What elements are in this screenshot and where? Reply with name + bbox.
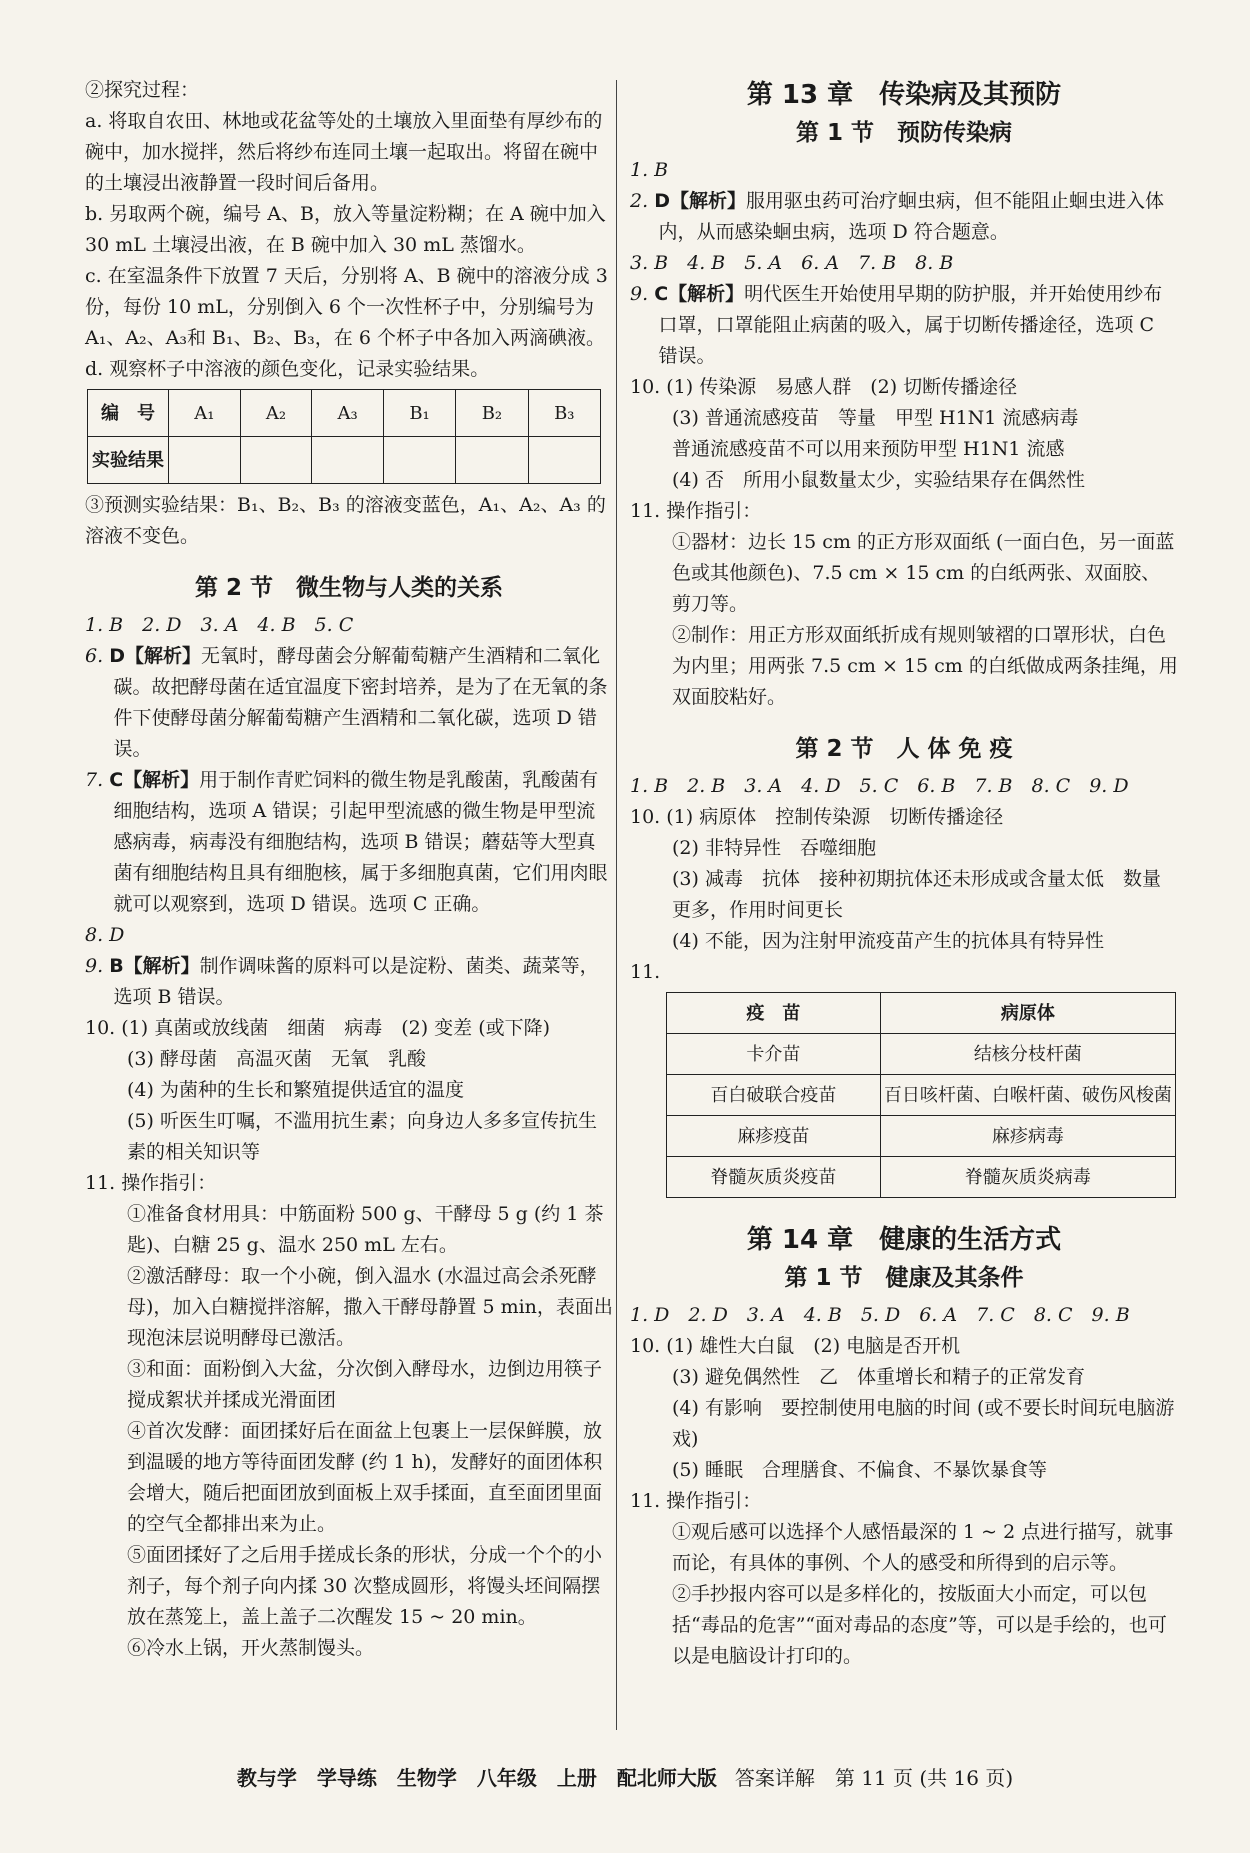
- answer-line: 11.: [630, 961, 661, 983]
- step-d: d. 观察杯子中溶液的颜色变化，记录实验结果。: [85, 358, 490, 380]
- step-c: c. 在室温条件下放置 7 天后，分别将 A、B 碗中的溶液分成 3 份，每份 10 mL，分别倒入 6 个一次性杯子中，分别编号为 A₁、A₂、A₃和 B₁、B₂、B₃，在 6 个杯子中各加入两滴碘液。: [85, 265, 608, 349]
- answer-line: 10. (1) 病原体 控制传染源 切断传播途径: [630, 806, 1004, 828]
- answer-label: D【解析】: [654, 190, 746, 212]
- table-cell: B₁: [383, 390, 455, 437]
- answer-label: D【解析】: [109, 645, 201, 667]
- procedure-step: ①器材：边长 15 cm 的正方形双面纸 (一面白色，另一面蓝色或其他颜色)、7.5 cm × 15 cm 的白纸两张、双面胶、剪刀等。: [672, 531, 1175, 615]
- section-title: 第 2 节 微生物与人类的关系: [194, 575, 504, 601]
- table-cell: 脊髓灰质炎病毒: [880, 1157, 1175, 1198]
- question-number: 6.: [85, 645, 104, 667]
- left-column: [85, 75, 613, 1664]
- explanation-text: 明代医生开始使用早期的防护服，并开始使用纱布口罩，口罩能阻止病菌的吸入，属于切断传播途径，选项 C 错误。: [658, 283, 1163, 367]
- chapter-title: 第 14 章 健康的生活方式: [746, 1225, 1062, 1255]
- answer-line: 1. B 2. B 3. A 4. D 5. C 6. B 7. B 8. C 9. D: [630, 775, 1129, 797]
- answer-line: 3. B 4. B 5. A 6. A 7. B 8. B: [630, 252, 954, 274]
- answer-line: 10. (1) 雄性大白鼠 (2) 电脑是否开机: [630, 1335, 961, 1357]
- table-cell: 百日咳杆菌、白喉杆菌、破伤风梭菌: [880, 1075, 1175, 1116]
- table-cell: [312, 437, 384, 484]
- step-b: b. 另取两个碗，编号 A、B，放入等量淀粉糊；在 A 碗中加入 30 mL 土壤浸出液，在 B 碗中加入 30 mL 蒸馏水。: [85, 203, 606, 256]
- table-row: [667, 993, 1176, 1034]
- footer-page-number: 答案详解 第 11 页 (共 16 页): [734, 1766, 1014, 1790]
- section-title: 第 1 节 健康及其条件: [784, 1265, 1024, 1291]
- table-header-vaccine: 疫 苗: [667, 993, 881, 1034]
- answer-label: B【解析】: [109, 955, 200, 977]
- answer-sub: (5) 睡眠 合理膳食、不偏食、不暴饮暴食等: [672, 1459, 1047, 1481]
- procedure-step: ②激活酵母：取一个小碗，倒入温水 (水温过高会杀死酵母)，加入白糖搅拌溶解，撒入干酵母静置 5 min，表面出现泡沫层说明酵母已激活。: [127, 1265, 613, 1349]
- explanation-text: 用于制作青贮饲料的微生物是乳酸菌，乳酸菌有细胞结构，选项 A 错误；引起甲型流感的微生物是甲型流感病毒，病毒没有细胞结构，选项 B 错误；蘑菇等大型真菌有细胞结构且具有细胞核，属于多细胞真菌，它们用肉眼就可以观察到，选项 D 错误。选项 C 正确。: [113, 769, 608, 915]
- answer-line: 10. (1) 真菌或放线菌 细菌 病毒 (2) 变差 (或下降): [85, 1017, 551, 1039]
- answer-line: 11. 操作指引：: [85, 1172, 217, 1194]
- answer-line: 1. B: [630, 159, 669, 181]
- table-header-pathogen: 病原体: [880, 993, 1175, 1034]
- right-column: [630, 75, 1178, 1672]
- answer-sub: (3) 酵母菌 高温灭菌 无氧 乳酸: [127, 1048, 426, 1070]
- answer-line: 11. 操作指引：: [630, 500, 762, 522]
- answer-sub: (4) 有影响 要控制使用电脑的时间 (或不要长时间玩电脑游戏): [672, 1397, 1175, 1450]
- table-cell: A₁: [169, 390, 241, 437]
- procedure-step: ⑥冷水上锅，开火蒸制馒头。: [127, 1637, 375, 1659]
- table-cell: 结核分枝杆菌: [880, 1034, 1175, 1075]
- vaccine-table: [666, 992, 1176, 1198]
- footer-brand: 教与学 学导练 生物学 八年级 上册 配北师大版: [236, 1766, 717, 1790]
- explanation-text: 无氧时，酵母菌会分解葡萄糖产生酒精和二氧化碳。故把酵母菌在适宜温度下密封培养，是为了在无氧的条件下使酵母菌分解葡萄糖产生酒精和二氧化碳，选项 D 错误。: [113, 645, 608, 760]
- answer-sub: (5) 听医生叮嘱，不滥用抗生素；向身边人多多宣传抗生素的相关知识等: [127, 1110, 597, 1163]
- answer-sub: (3) 减毒 抗体 接种初期抗体还未形成或含量太低 数量更多，作用时间更长: [672, 868, 1161, 921]
- procedure-step: ①观后感可以选择个人感悟最深的 1 ~ 2 点进行描写，就事而论，有具体的事例、个人的感受和所得到的启示等。: [672, 1521, 1174, 1574]
- table-cell: A₂: [240, 390, 312, 437]
- answer-line: 1. D 2. D 3. A 4. B 5. D 6. A 7. C 8. C 9. B: [630, 1304, 1130, 1326]
- table-cell: 麻疹病毒: [880, 1116, 1175, 1157]
- answer-label: C【解析】: [109, 769, 200, 791]
- table-cell: [456, 437, 528, 484]
- column-divider: [616, 80, 617, 1730]
- question-number: 9.: [630, 283, 649, 305]
- table-cell: [383, 437, 455, 484]
- table-cell: B₃: [528, 390, 600, 437]
- predict-result: ③预测实验结果：B₁、B₂、B₃ 的溶液变蓝色，A₁、A₂、A₃ 的溶液不变色。: [85, 494, 606, 547]
- table-cell: 卡介苗: [667, 1034, 881, 1075]
- table-cell: 脊髓灰质炎疫苗: [667, 1157, 881, 1198]
- answer-line: 1. B 2. D 3. A 4. B 5. C: [85, 614, 354, 636]
- result-table: [87, 389, 601, 484]
- table-row: [667, 1116, 1176, 1157]
- page-footer: [0, 1762, 1250, 1791]
- table-cell: 百白破联合疫苗: [667, 1075, 881, 1116]
- question-number: 2.: [630, 190, 649, 212]
- procedure-step: ②制作：用正方形双面纸折成有规则皱褶的口罩形状，白色为内里；用两张 7.5 cm × 15 cm 的白纸做成两条挂绳，用双面胶粘好。: [672, 624, 1178, 708]
- answer-sub: 普通流感疫苗不可以用来预防甲型 H1N1 流感: [672, 438, 1065, 460]
- table-header-result: 实验结果: [88, 437, 169, 484]
- answer-line: 10. (1) 传染源 易感人群 (2) 切断传播途径: [630, 376, 1018, 398]
- procedure-step: ③和面：面粉倒入大盆，分次倒入酵母水，边倒边用筷子搅成絮状并揉成光滑面团: [127, 1358, 603, 1411]
- procedure-step: ②手抄报内容可以是多样化的，按版面大小而定，可以包括“毒品的危害”“面对毒品的态度”等，可以是手绘的，也可以是电脑设计打印的。: [672, 1583, 1167, 1667]
- table-row: [88, 437, 601, 484]
- table-header-id: 编 号: [88, 390, 169, 437]
- table-row: [667, 1034, 1176, 1075]
- answer-item: [85, 765, 613, 920]
- chapter-title: 第 13 章 传染病及其预防: [746, 80, 1062, 110]
- procedure-step: ④首次发酵：面团揉好后在面盆上包裹上一层保鲜膜，放到温暖的地方等待面团发酵 (约 1 h)，发酵好的面团体积会增大，随后把面团放到面板上双手揉面，直至面团里面的空气全都排出来为止。: [127, 1420, 603, 1535]
- table-row: [667, 1157, 1176, 1198]
- answer-item: [85, 641, 613, 765]
- answer-item: [630, 186, 1178, 248]
- answer-line: 11. 操作指引：: [630, 1490, 762, 1512]
- table-cell: [169, 437, 241, 484]
- step-a: a. 将取自农田、林地或花盆等处的土壤放入里面垫有厚纱布的碗中，加水搅拌，然后将纱布连同土壤一起取出。将留在碗中的土壤浸出液静置一段时间后备用。: [85, 110, 603, 194]
- answer-item: [85, 951, 613, 1013]
- table-cell: A₃: [312, 390, 384, 437]
- table-cell: 麻疹疫苗: [667, 1116, 881, 1157]
- answer-sub: (2) 非特异性 吞噬细胞: [672, 837, 876, 859]
- answer-sub: (4) 否 所用小鼠数量太少，实验结果存在偶然性: [672, 469, 1085, 491]
- question-number: 9.: [85, 955, 104, 977]
- table-row: [667, 1075, 1176, 1116]
- answer-item: [630, 279, 1178, 372]
- explanation-text: 制作调味酱的原料可以是淀粉、菌类、蔬菜等，选项 B 错误。: [113, 955, 599, 1008]
- answer-sub: (3) 普通流感疫苗 等量 甲型 H1N1 流感病毒: [672, 407, 1079, 429]
- table-cell: [240, 437, 312, 484]
- table-row: [88, 390, 601, 437]
- procedure-step: ⑤面团揉好了之后用手搓成长条的形状，分成一个个的小剂子，每个剂子向内揉 30 次整成圆形，将馒头坯间隔摆放在蒸笼上，盖上盖子二次醒发 15 ~ 20 min。: [127, 1544, 603, 1628]
- answer-label: C【解析】: [654, 283, 745, 305]
- answer-line: 8. D: [85, 924, 125, 946]
- answer-sub: (4) 不能，因为注射甲流疫苗产生的抗体具有特异性: [672, 930, 1104, 952]
- explanation-text: 服用驱虫药可治疗蛔虫病，但不能阻止蛔虫进入体内，从而感染蛔虫病，选项 D 符合题意。: [658, 190, 1164, 243]
- procedure-step: ①准备食材用具：中筋面粉 500 g、干酵母 5 g (约 1 茶匙)、白糖 25 g、温水 250 mL 左右。: [127, 1203, 604, 1256]
- section-title: 第 2 节 人 体 免 疫: [795, 736, 1013, 762]
- table-cell: [528, 437, 600, 484]
- section-title: 第 1 节 预防传染病: [795, 120, 1013, 146]
- answer-sub: (3) 避免偶然性 乙 体重增长和精子的正常发育: [672, 1366, 1085, 1388]
- answer-sub: (4) 为菌种的生长和繁殖提供适宜的温度: [127, 1079, 464, 1101]
- explore-heading: ②探究过程：: [85, 79, 200, 101]
- table-cell: B₂: [456, 390, 528, 437]
- question-number: 7.: [85, 769, 104, 791]
